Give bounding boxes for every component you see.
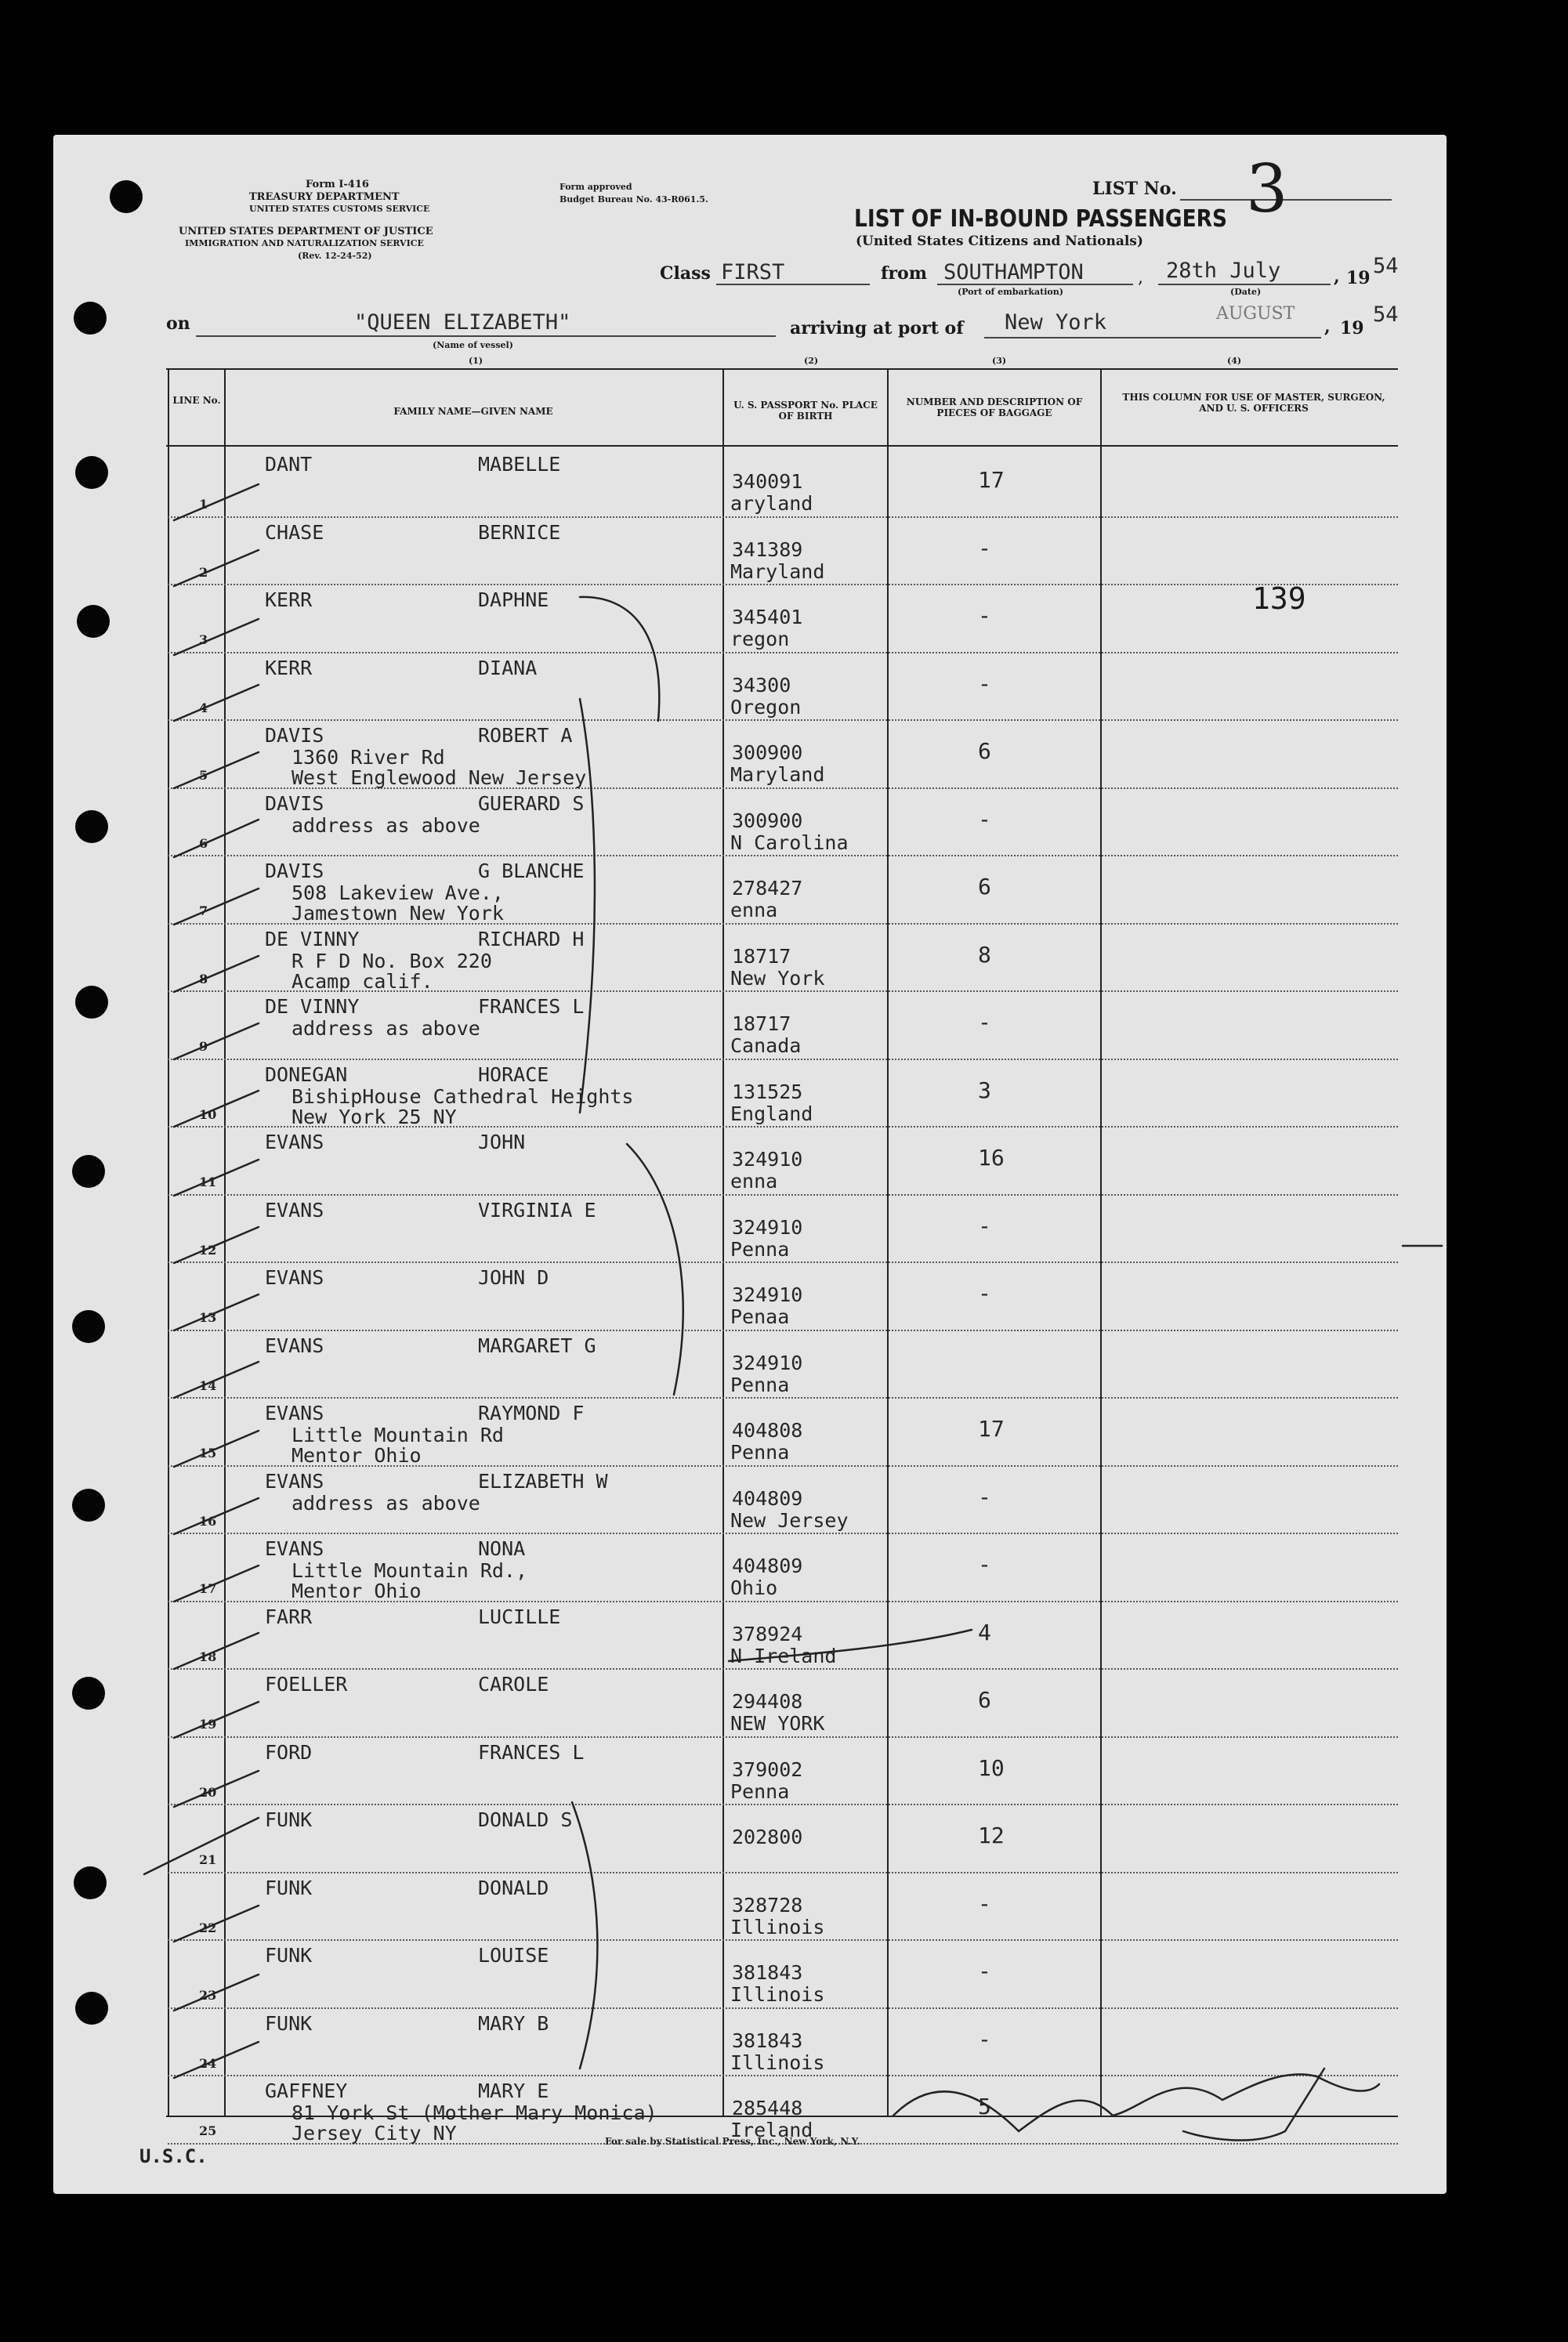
customs-service: UNITED STATES CUSTOMS SERVICE (249, 204, 430, 214)
place-of-birth: Maryland (730, 763, 825, 786)
place-of-birth: England (730, 1102, 813, 1125)
line-number: 23 (199, 1988, 217, 2003)
baggage-count: 12 (978, 1823, 1005, 1848)
passport-number: 18717 (732, 1012, 791, 1035)
baggage-count: 3 (978, 1077, 991, 1103)
address-line-2: Acamp calif. (292, 969, 433, 993)
address-line-2: Jamestown New York (292, 902, 504, 925)
form-title: LIST OF IN-BOUND PASSENGERS (854, 205, 1227, 233)
address-line-2: New York 25 NY (292, 1105, 457, 1128)
line-number: 8 (199, 971, 208, 986)
place-of-birth: N Carolina (730, 831, 849, 854)
passport-number: 404809 (732, 1486, 803, 1510)
line-number: 9 (199, 1039, 208, 1054)
baggage-count: 17 (978, 1416, 1005, 1442)
passport-number: 381843 (732, 2029, 803, 2052)
port-caption: (Port of embarkation) (958, 287, 1063, 297)
given-name: MARGARET G (478, 1334, 596, 1357)
officer-note: 139 (1252, 581, 1306, 616)
form-number: Form I-416 (306, 179, 369, 190)
family-name: EVANS (265, 1469, 324, 1493)
col-header-name: FAMILY NAME—GIVEN NAME (393, 406, 553, 417)
baggage-count: - (978, 1958, 991, 1984)
baggage-count: 6 (978, 738, 991, 764)
line-number: 14 (199, 1377, 217, 1393)
arrival-year-prefix: 19 (1340, 318, 1364, 338)
passport-number: 345401 (732, 606, 803, 628)
place-of-birth: Canada (730, 1034, 802, 1057)
place-of-birth: regon (730, 628, 790, 650)
place-of-birth: enna (730, 1170, 778, 1193)
on-label: on (166, 313, 190, 334)
line-number: 22 (199, 1920, 217, 1935)
arrival-port: New York (1005, 310, 1107, 335)
line-number: 11 (199, 1175, 217, 1189)
budget-bureau: Budget Bureau No. 43-R061.5. (559, 194, 708, 205)
family-name: KERR (265, 656, 313, 679)
family-name: FOELLER (265, 1673, 348, 1696)
col-header-line: LINE No. (172, 395, 221, 406)
baggage-count: - (978, 805, 991, 832)
address-line-1: BishipHouse Cathedral Heights (292, 1084, 634, 1108)
year-prefix: 19 (1346, 268, 1371, 288)
col-num-2: (2) (804, 356, 819, 366)
given-name: GUERARD S (478, 791, 585, 815)
family-name: EVANS (265, 1402, 324, 1424)
given-name: MABELLE (478, 453, 561, 476)
given-name: FRANCES L (478, 995, 585, 1018)
line-number: 21 (199, 1852, 217, 1867)
passport-number: 300900 (732, 741, 803, 764)
address-line-2: West Englewood New Jersey (292, 766, 587, 789)
vessel-caption: (Name of vessel) (433, 340, 513, 350)
passport-number: 324910 (732, 1283, 803, 1306)
treasury-dept: TREASURY DEPARTMENT (249, 191, 400, 203)
given-name: DONALD (478, 1876, 549, 1899)
given-name: G BLANCHE (478, 860, 585, 882)
printer-credit: For sale by Statistical Press, Inc., New York, N.Y. (605, 2136, 860, 2147)
class-value: FIRST (721, 260, 785, 284)
baggage-count: 16 (978, 1145, 1005, 1171)
baggage-count: 6 (978, 874, 991, 900)
family-name: EVANS (265, 1266, 324, 1289)
family-name: FORD (265, 1740, 313, 1764)
place-of-birth: New York (730, 966, 825, 990)
departure-date: 28th July (1166, 259, 1281, 283)
passport-number: 294408 (732, 1690, 803, 1713)
place-of-birth: Penna (730, 1441, 790, 1464)
passport-number: 202800 (732, 1826, 803, 1848)
baggage-count: 10 (978, 1754, 1005, 1781)
line-number: 13 (199, 1310, 217, 1325)
line-number: 1 (199, 497, 208, 512)
family-name: FUNK (265, 1944, 313, 1967)
family-name: DE VINNY (265, 927, 360, 950)
revision-date: (Rev. 12-24-52) (298, 251, 372, 261)
given-name: NONA (478, 1537, 526, 1560)
given-name: MARY E (478, 2080, 549, 2102)
place-of-birth: Penna (730, 1779, 790, 1803)
place-of-birth: NEW YORK (730, 1712, 825, 1735)
passport-number: 340091 (732, 470, 803, 493)
given-name: LUCILLE (478, 1605, 561, 1628)
family-name: FUNK (265, 2011, 313, 2035)
family-name: DAVIS (265, 724, 324, 747)
family-name: EVANS (265, 1198, 324, 1222)
given-name: DIANA (478, 656, 538, 679)
family-name: FUNK (265, 1876, 313, 1899)
family-name: DONEGAN (265, 1062, 348, 1086)
baggage-count: 17 (978, 467, 1005, 493)
line-number: 12 (199, 1242, 217, 1258)
passport-number: 379002 (732, 1757, 803, 1781)
baggage-count: - (978, 534, 991, 561)
line-number: 18 (199, 1649, 217, 1664)
form-approved: Form approved (559, 182, 632, 192)
address-line-2: Mentor Ohio (292, 1444, 422, 1467)
address-line-1: 508 Lakeview Ave., (292, 881, 504, 904)
family-name: DE VINNY (265, 995, 360, 1018)
given-name: ELIZABETH W (478, 1469, 608, 1493)
line-number: 4 (199, 700, 208, 715)
passport-number: 300900 (732, 809, 803, 832)
col-header-officers: THIS COLUMN FOR USE OF MASTER, SURGEON, AND U. S. OFFICERS (1122, 392, 1385, 414)
place-of-birth: Illinois (730, 2051, 825, 2074)
ins-service: IMMIGRATION AND NATURALIZATION SERVICE (185, 238, 424, 248)
place-of-birth: Oregon (730, 695, 802, 719)
line-number: 20 (199, 1784, 217, 1800)
passport-number: 404808 (732, 1419, 803, 1442)
address-line-2: Jersey City NY (292, 2122, 457, 2145)
place-of-birth: Ohio (730, 1576, 778, 1599)
baggage-count: 5 (978, 2094, 991, 2119)
family-name: EVANS (265, 1131, 324, 1153)
family-name: DAVIS (265, 860, 324, 882)
given-name: RAYMOND F (478, 1402, 585, 1424)
family-name: DAVIS (265, 791, 324, 815)
address-line-1: address as above (292, 1491, 480, 1515)
vessel-name: "QUEEN ELIZABETH" (354, 310, 571, 335)
comma: , (1324, 317, 1331, 337)
form-subtitle: (United States Citizens and Nationals) (856, 233, 1143, 249)
year-suffix: 54 (1373, 254, 1399, 278)
address-line-2: Mentor Ohio (292, 1580, 422, 1602)
place-of-birth: Maryland (730, 559, 825, 583)
comma: , (1138, 268, 1143, 288)
passport-number: 341389 (732, 538, 803, 561)
comma: , (1334, 266, 1340, 287)
class-label: Class (660, 263, 711, 284)
col-header-baggage: NUMBER AND DESCRIPTION OF PIECES OF BAGGAGE (906, 396, 1083, 418)
passport-number: 378924 (732, 1622, 803, 1645)
baggage-count: - (978, 1483, 991, 1510)
line-number: 25 (199, 2123, 217, 2138)
given-name: HORACE (478, 1062, 549, 1086)
address-line-1: 1360 River Rd (292, 746, 445, 769)
address-line-1: Little Mountain Rd (292, 1424, 504, 1446)
place-of-birth: Penna (730, 1237, 790, 1261)
given-name: DAPHNE (478, 588, 549, 611)
place-of-birth: N Ireland (730, 1644, 837, 1667)
address-line-1: address as above (292, 813, 480, 837)
given-name: MARY B (478, 2011, 549, 2035)
line-number: 15 (199, 1446, 217, 1461)
place-of-birth: Ireland (730, 2119, 813, 2141)
passport-number: 324910 (732, 1148, 803, 1171)
baggage-count: - (978, 2025, 991, 2052)
given-name: CAROLE (478, 1673, 549, 1696)
baggage-count: - (978, 1009, 991, 1035)
given-name: FRANCES L (478, 1740, 585, 1764)
place-of-birth: New Jersey (730, 1508, 849, 1532)
line-number: 24 (199, 2055, 217, 2071)
passport-number: 18717 (732, 944, 791, 968)
place-of-birth: Illinois (730, 1915, 825, 1938)
given-name: BERNICE (478, 520, 561, 544)
line-number: 5 (199, 768, 208, 783)
usc-mark: U.S.C. (139, 2145, 208, 2167)
baggage-count: 6 (978, 1687, 991, 1713)
line-number: 7 (199, 903, 208, 918)
passport-number: 404809 (732, 1555, 803, 1577)
family-name: EVANS (265, 1334, 324, 1357)
given-name: RICHARD H (478, 927, 585, 950)
passport-number: 278427 (732, 877, 803, 900)
family-name: FARR (265, 1605, 313, 1628)
baggage-count: - (978, 1890, 991, 1917)
place-of-birth: Penna (730, 1373, 790, 1396)
baggage-count: - (978, 1551, 991, 1577)
passport-number: 131525 (732, 1080, 803, 1103)
baggage-count: - (978, 1280, 991, 1306)
baggage-count: - (978, 1212, 991, 1239)
arrival-month-stamp: AUGUST (1216, 304, 1295, 324)
passport-number: 324910 (732, 1215, 803, 1239)
line-number: 3 (199, 632, 208, 647)
col-num-3: (3) (992, 356, 1007, 366)
passport-number: 285448 (732, 2097, 803, 2119)
family-name: EVANS (265, 1537, 324, 1560)
place-of-birth: Illinois (730, 1983, 825, 2006)
family-name: CHASE (265, 520, 324, 544)
family-name: DANT (265, 453, 313, 476)
place-of-birth: aryland (730, 492, 813, 515)
given-name: JOHN (478, 1131, 526, 1153)
address-line-1: address as above (292, 1017, 480, 1040)
baggage-count: - (978, 603, 991, 628)
family-name: FUNK (265, 1808, 313, 1831)
date-caption: (Date) (1230, 287, 1262, 297)
passport-number: 381843 (732, 1961, 803, 1984)
line-number: 10 (199, 1106, 217, 1122)
address-line-1: 81 York St (Mother Mary Monica) (292, 2101, 657, 2124)
given-name: VIRGINIA E (478, 1198, 596, 1222)
place-of-birth: enna (730, 899, 778, 921)
family-name: GAFFNEY (265, 2080, 348, 2102)
col-num-4: (4) (1227, 356, 1242, 366)
list-label: LIST No. (1092, 179, 1177, 199)
from-label: from (881, 263, 928, 284)
address-line-1: R F D No. Box 220 (292, 949, 492, 972)
given-name: JOHN D (478, 1266, 549, 1289)
line-number: 19 (199, 1717, 217, 1732)
line-number: 6 (199, 835, 208, 851)
place-of-birth: Penaa (730, 1305, 790, 1328)
justice-dept: UNITED STATES DEPARTMENT OF JUSTICE (179, 226, 433, 237)
line-number: 17 (199, 1581, 217, 1596)
passport-number: 328728 (732, 1893, 803, 1917)
passport-number: 34300 (732, 673, 791, 697)
col-header-passport: U. S. PASSPORT No. PLACE OF BIRTH (733, 400, 878, 422)
family-name: KERR (265, 588, 313, 611)
given-name: ROBERT A (478, 724, 573, 747)
given-name: DONALD S (478, 1808, 573, 1831)
address-line-1: Little Mountain Rd., (292, 1559, 528, 1582)
baggage-count: 4 (978, 1619, 991, 1645)
passport-number: 324910 (732, 1351, 803, 1374)
port-of-embarkation: SOUTHAMPTON (943, 260, 1084, 284)
arriving-label: arriving at port of (790, 318, 964, 338)
given-name: LOUISE (478, 1944, 549, 1967)
line-number: 16 (199, 1513, 217, 1529)
col-num-1: (1) (469, 356, 483, 366)
arrival-year-suffix: 54 (1373, 302, 1399, 327)
baggage-count: 8 (978, 941, 991, 968)
line-number: 2 (199, 564, 208, 580)
list-number: 3 (1246, 150, 1288, 227)
baggage-count: - (978, 670, 991, 697)
